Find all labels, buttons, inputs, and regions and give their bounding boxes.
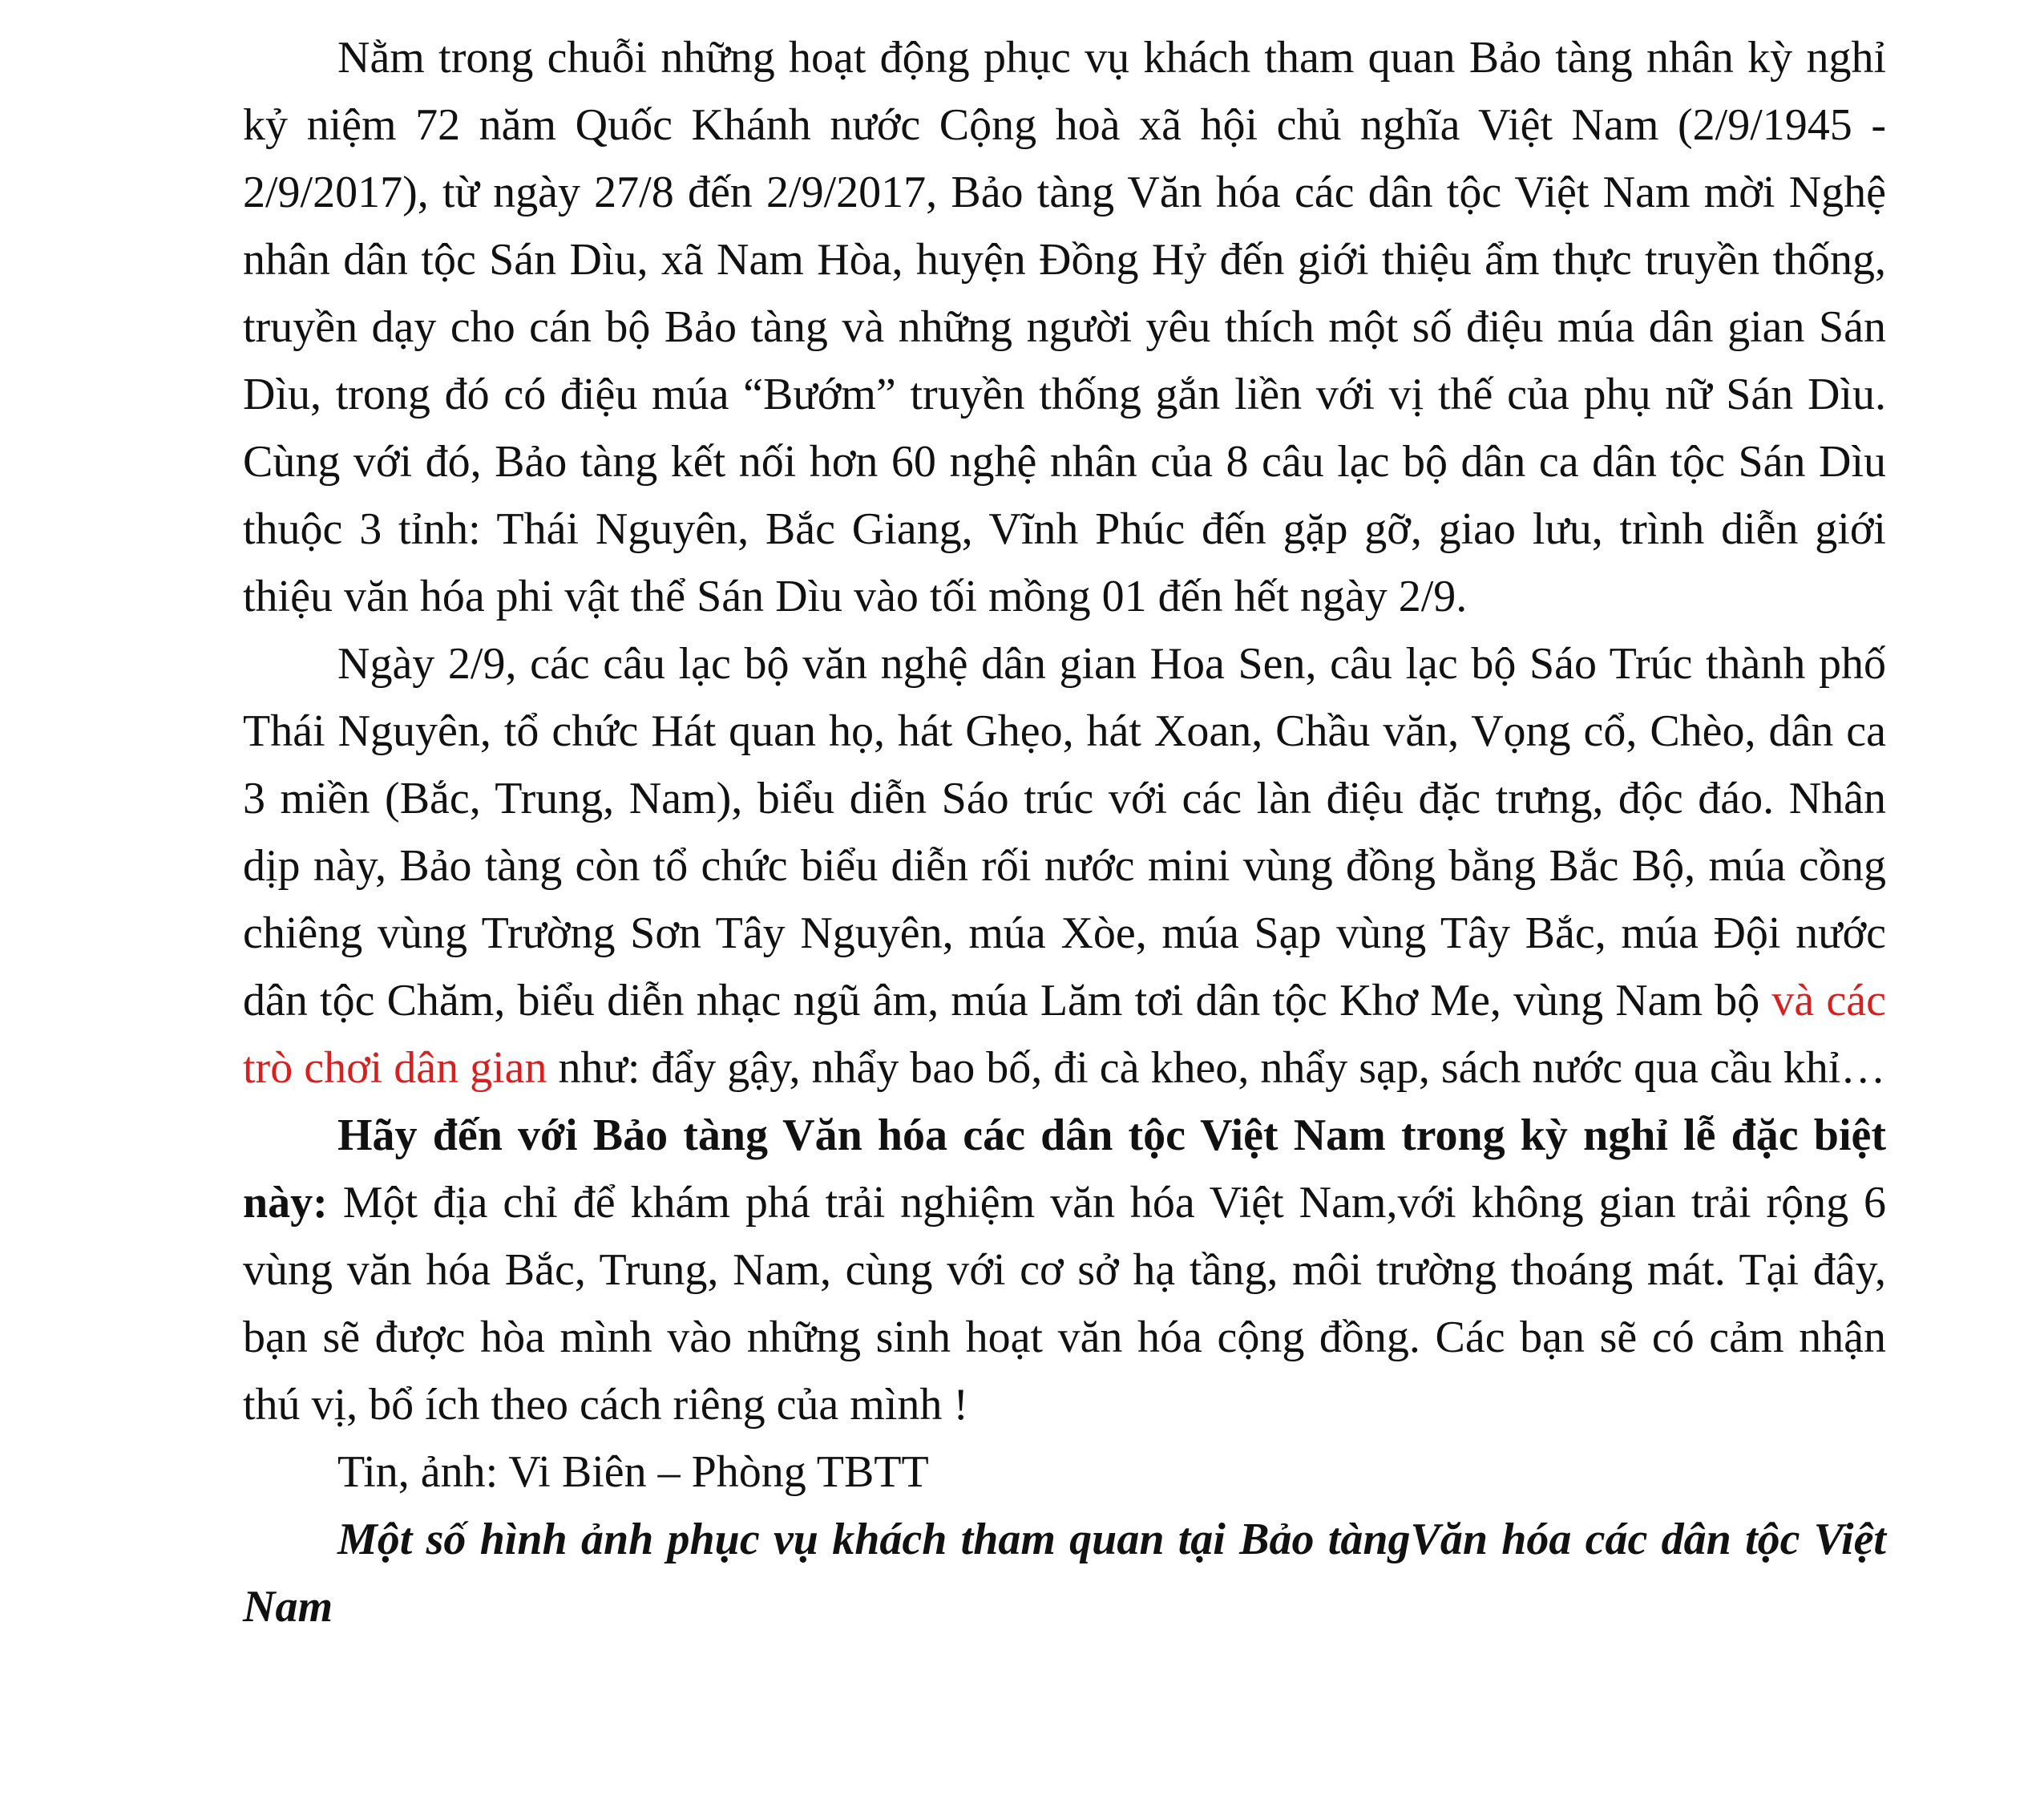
photo-caption: Một số hình ảnh phục vụ khách tham quan tại Bảo tàngVăn hóa các dân tộc Việt Nam — [243, 1515, 1886, 1632]
paragraph-1: Nằm trong chuỗi những hoạt động phục vụ khách tham quan Bảo tàng nhân kỳ nghỉ kỷ niệm 72 năm Quốc Khánh nước Cộng hoà xã hội chủ nghĩa Việt Nam (2/9/1945 - 2/9/2017), từ ngày 27/8 đến 2/9/2017, Bảo tàng Văn hóa các dân tộc Việt Nam mời Nghệ nhân dân tộc Sán Dìu, xã Nam Hòa, huyện Đồng Hỷ đến giới thiệu ẩm thực truyền thống, truyền dạy cho cán bộ Bảo tàng và những người yêu thích một số điệu múa dân gian Sán Dìu, trong đó có điệu múa “Bướm” truyền thống gắn liền với vị thế của phụ nữ Sán Dìu. Cùng với đó, Bảo tàng kết nối hơn 60 nghệ nhân của 8 câu lạc bộ dân ca dân tộc Sán Dìu thuộc 3 tỉnh: Thái Nguyên, Bắc Giang, Vĩnh Phúc đến gặp gỡ, giao lưu, trình diễn giới thiệu văn hóa phi vật thể Sán Dìu vào tối mồng 01 đến hết ngày 2/9. — [243, 33, 1886, 621]
paragraph-2-text-start: Ngày 2/9, các câu lạc bộ văn nghệ dân gian Hoa Sen, câu lạc bộ Sáo Trúc thành phố Thái Nguyên, tổ chức Hát quan họ, hát Ghẹo, hát Xoan, Chầu văn, Vọng cổ, Chèo, dân ca 3 miền (Bắc, Trung, Nam), biểu diễn Sáo trúc với các làn điệu đặc trưng, độc đáo. Nhân dịp này, Bảo tàng còn tổ chức biểu diễn rối nước mini vùng đồng bằng Bắc Bộ, múa cồng chiêng vùng Trường Sơn Tây Nguyên, múa Xòe, múa Sạp vùng Tây Bắc, múa Đội nước dân tộc Chăm, biểu diễn nhạc ngũ âm, múa Lăm tơi dân tộc Khơ Me, vùng Nam bộ — [243, 639, 1886, 1025]
paragraph-3 — [243, 1102, 1886, 1438]
paragraph-2 — [243, 630, 1886, 1102]
paragraph-3-lead: Hãy đến với Bảo tàng Văn hóa các dân tộc Việt Nam trong kỳ nghỉ lễ đặc biệt này: — [243, 1110, 1886, 1228]
paragraph-2-highlight: và các trò chơi dân gian — [243, 976, 1887, 1093]
paragraph-3-text: Một địa chỉ để khám phá trải nghiệm văn hóa Việt Nam,với không gian trải rộng 6 vùng văn hóa Bắc, Trung, Nam, cùng với cơ sở hạ tầng, môi trường thoáng mát. Tại đây, bạn sẽ được hòa mình vào những sinh hoạt văn hóa cộng đồng. Các bạn sẽ có cảm nhận thú vị, bổ ích theo cách riêng của mình ! — [243, 1178, 1886, 1430]
photo-credit: Tin, ảnh: Vi Biên – Phòng TBTT — [337, 1447, 929, 1497]
paragraph-2-text-end: như: đẩy gậy, nhẩy bao bố, đi cà kheo, nhẩy sạp, sách nước qua cầu khỉ… — [547, 1043, 1886, 1093]
article-body — [243, 24, 1886, 1640]
